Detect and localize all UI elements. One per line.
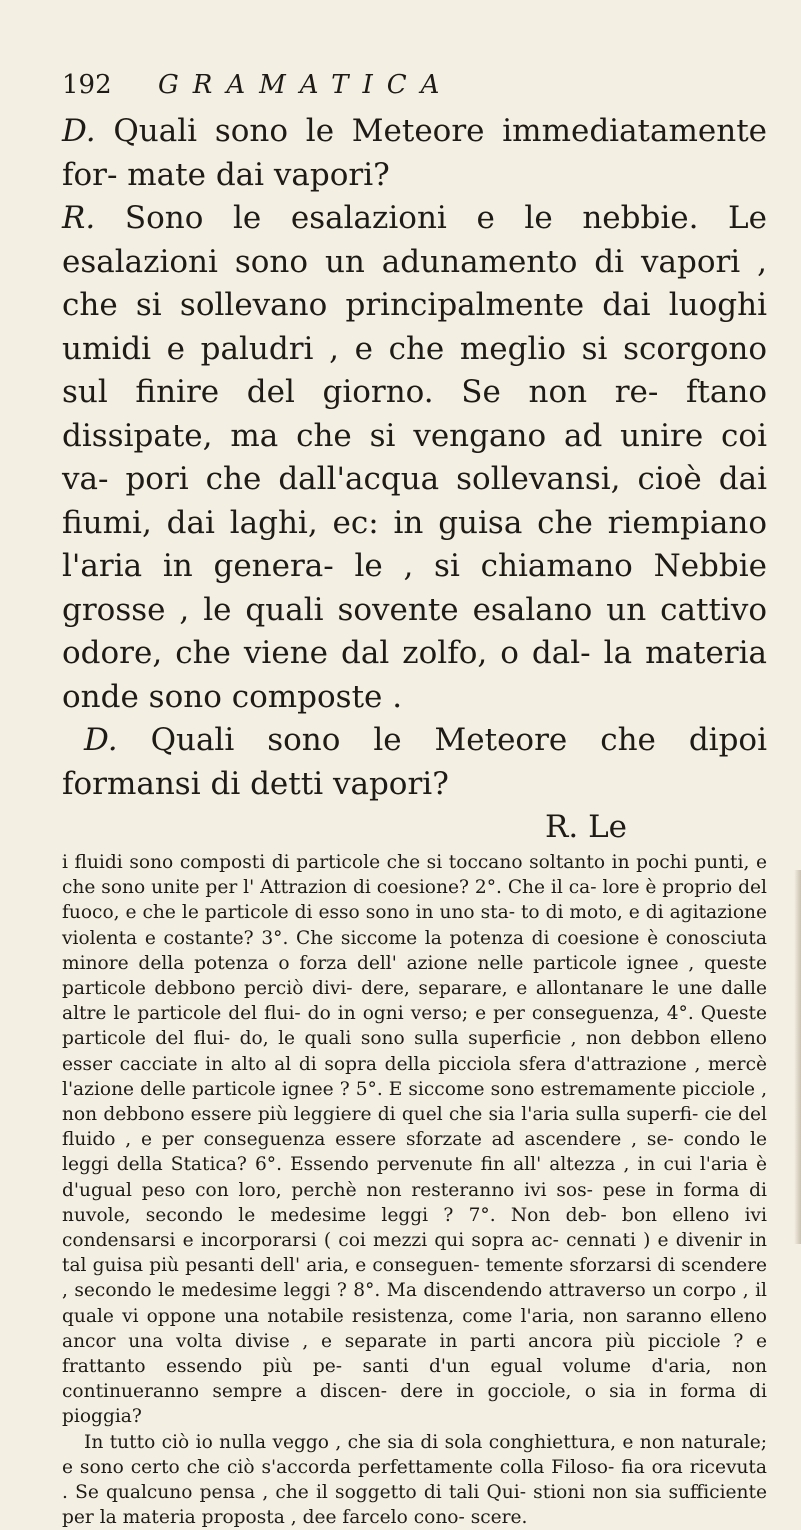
answer-1 — [62, 197, 767, 719]
footnote-block — [62, 850, 767, 1530]
answer-1-speaker: R. — [62, 200, 96, 236]
question-1-speaker: D. — [62, 113, 96, 149]
answer-1-text: Sono le esalazioni e le nebbie. Le esalazioni sono un adunamento di vapori , che si sollevano principalmente dai luoghi umidi e paludri , e che meglio si scorgono sul finire del giorno. Se non re- ftano dissipate, ma che si vengano ad unire coi va- pori che dall'acqua sollevansi, cioè dai fiumi, dai laghi, ec: in guisa che riempiano l'aria in genera- le , si chiamano Nebbie grosse , le quali sovente esalano un cattivo odore, che viene dal zolfo, o dal- la materia onde sono composte . — [62, 200, 767, 715]
footnote-paragraph-1: i fluidi sono composti di particole che si toccano soltanto in pochi punti, e che sono unite per l' Attrazion di coesione? 2°. Che il ca- lore è proprio del fuoco, e che le particole di esso sono in uno sta- to di moto, e di agitazione violenta e costante? 3°. Che siccome la potenza di coesione è conosciuta minore della potenza o forza dell' azione nelle particole ignee , queste particole debbono perciò divi- dere, separare, e allontanare le une dalle altre le particole del flui- do in ogni verso; e per conseguenza, 4°. Queste particole del flui- do, le quali sono sulla superficie , non debbon elleno esser cacciate in alto al di sopra della picciola sfera d'attrazione , mercè l'azione delle particole ignee ? 5°. E siccome sono estremamente picciole , non debbono essere più leggiere di quel che sia l'aria sulla superfi- cie del fluido , e per conseguenza essere sforzate ad ascendere , se- condo le leggi della Statica? 6°. Essendo pervenute fin all' altezza , in cui l'aria è d'ugual peso con loro, perchè non resteranno ivi sos- pese in forma di nuvole, secondo le medesime leggi ? 7°. Non deb- bon elleno ivi condensarsi e incorporarsi ( coi mezzi qui sopra ac- cennati ) e divenir in tal guisa più pesanti dell' aria, e conseguen- temente sforzarsi di scendere , secondo le medesime leggi ? 8°. Ma discendendo attraverso un corpo , il quale vi oppone una notabile resistenza, come l'aria, non saranno elleno ancor una volta divise , e separate in parti ancora più picciole ? e frattanto essendo più pe- santi d'un egual volume d'aria, non continueranno sempre a discen- dere in gocciole, o sia in forma di pioggia? — [62, 852, 767, 1428]
question-2-speaker: D. — [84, 722, 118, 758]
question-1-text: Quali sono le Meteore immediatamente for- mate dai vapori? — [62, 113, 768, 193]
page-header — [62, 70, 767, 104]
running-title: GRAMATICA — [158, 70, 454, 100]
footnote-paragraph-2: In tutto ciò io nulla veggo , che sia di sola conghiettura, e non naturale; e sono certo che ciò s'accorda perfettamente colla Filoso- fia ora ricevuta . Se qualcuno pensa , che il soggetto di tali Qui- stioni non sia sufficiente per la materia proposta , dee farcelo cono- scere. — [62, 1431, 767, 1529]
question-2-text: Quali sono le Meteore che dipoi formansi di detti vapori? — [62, 722, 768, 802]
page-number: 192 — [62, 70, 112, 100]
question-1 — [62, 110, 767, 197]
catchword: R. Le — [545, 809, 627, 845]
question-2 — [62, 719, 767, 806]
page-edge-shadow — [794, 870, 801, 1244]
